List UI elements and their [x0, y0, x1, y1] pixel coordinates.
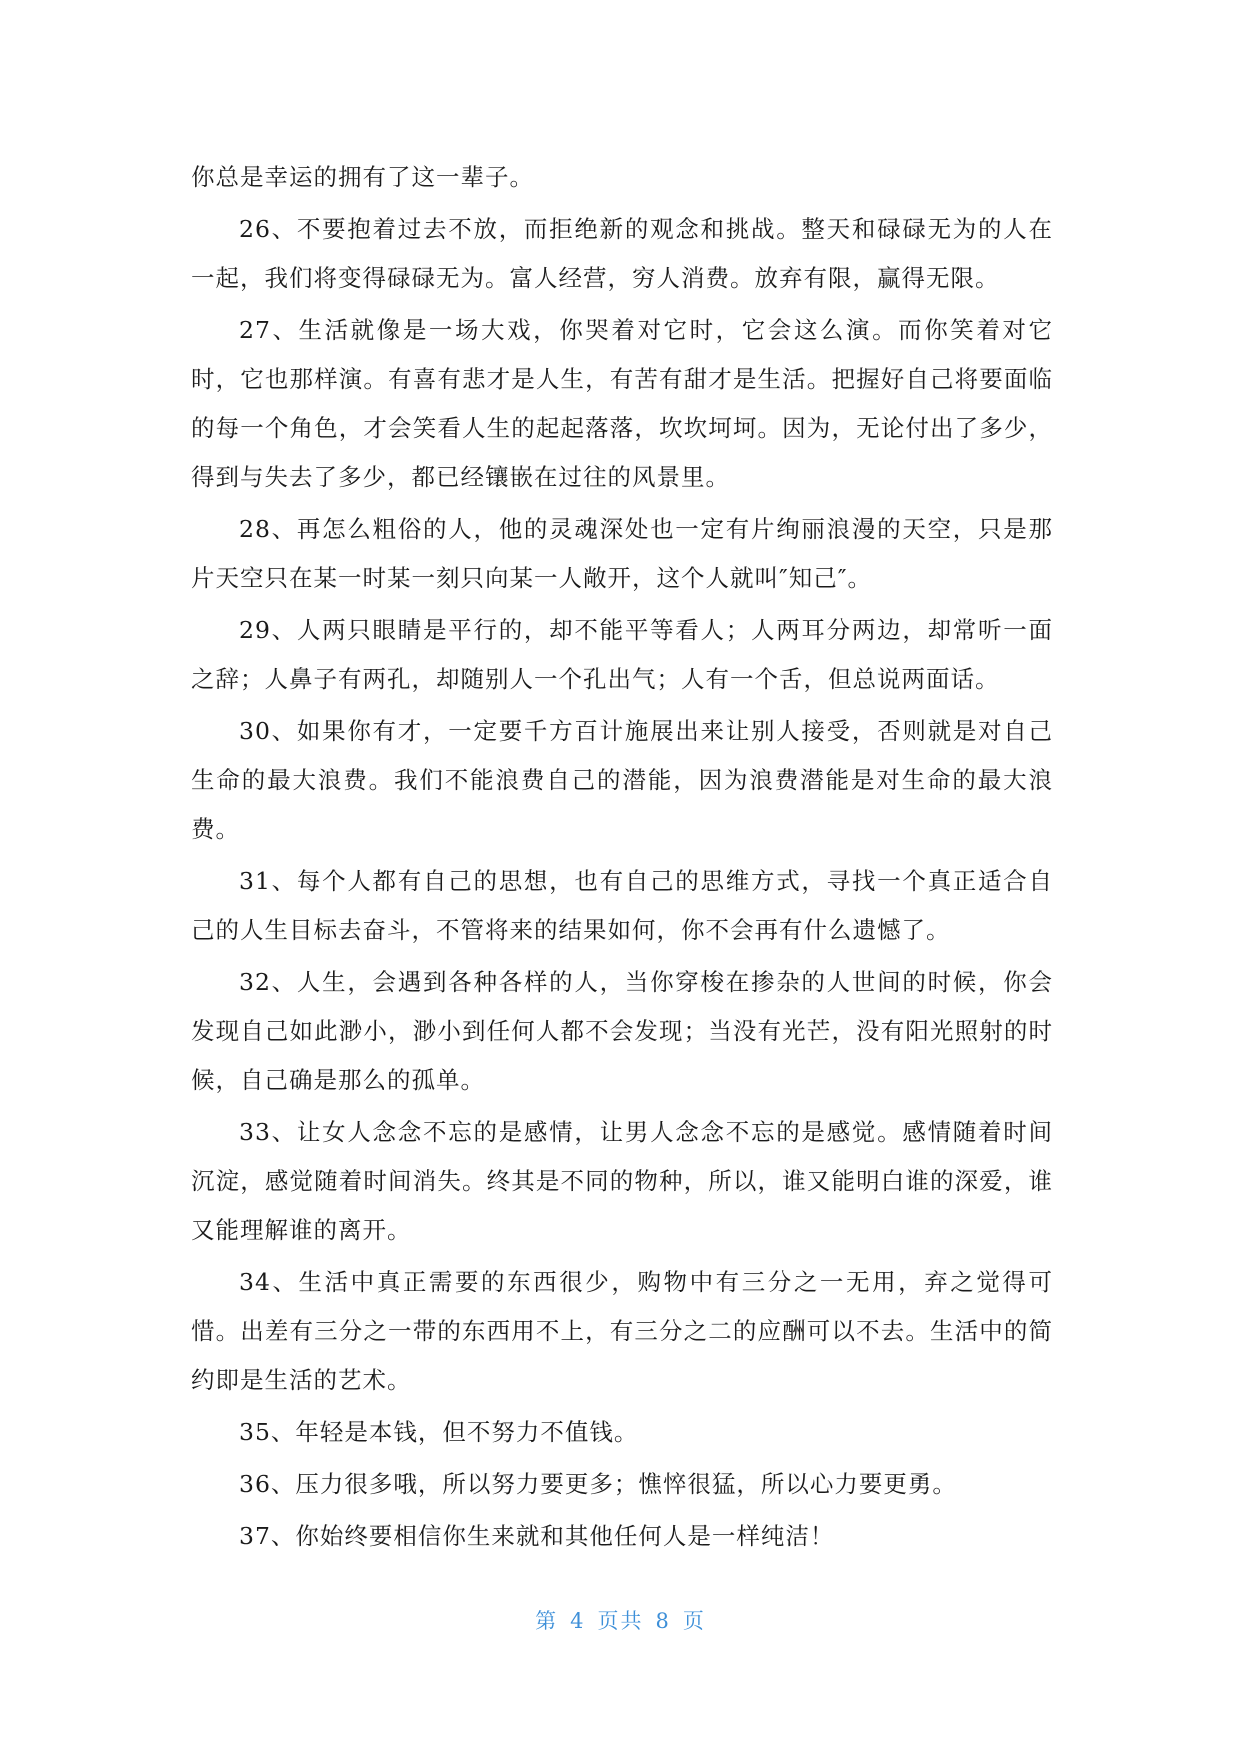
paragraph-36: 36、压力很多哦，所以努力要更多；憔悴很猛，所以心力要更勇。 — [239, 1470, 957, 1498]
paragraph-31: 31、每个人都有自己的思想，也有自己的思维方式，寻找一个真正适合自己的人生目标去奋斗，不管将来的结果如何，你不会再有什么遗憾了。 — [191, 867, 1053, 944]
paragraph-37: 37、你始终要相信你生来就和其他任何人是一样纯洁！ — [239, 1522, 835, 1550]
document-body — [191, 153, 1053, 1564]
footer-total-pages: 8 — [655, 1609, 671, 1633]
paragraph-30: 30、如果你有才，一定要千方百计施展出来让别人接受，否则就是对自己生命的最大浪费。我们不能浪费自己的潜能，因为浪费潜能是对生命的最大浪费。 — [191, 717, 1053, 843]
paragraph-continuation: 你总是幸运的拥有了这一辈子。 — [191, 163, 534, 191]
footer-current-page: 4 — [570, 1609, 586, 1633]
paragraph-29: 29、人两只眼睛是平行的，却不能平等看人；人两耳分两边，却常听一面之辞；人鼻子有两孔，却随别人一个孔出气；人有一个舌，但总说两面话。 — [191, 616, 1053, 693]
paragraph-33: 33、让女人念念不忘的是感情，让男人念念不忘的是感觉。感情随着时间沉淀，感觉随着时间消失。终其是不同的物种，所以，谁又能明白谁的深爱，谁又能理解谁的离开。 — [191, 1118, 1053, 1244]
paragraph-35: 35、年轻是本钱，但不努力不值钱。 — [239, 1418, 639, 1446]
paragraph-34: 34、生活中真正需要的东西很少，购物中有三分之一无用，弃之觉得可惜。出差有三分之一带的东西用不上，有三分之二的应酬可以不去。生活中的简约即是生活的艺术。 — [191, 1268, 1053, 1394]
footer-label-page: 第 — [535, 1609, 559, 1633]
page-footer — [0, 1605, 1241, 1635]
paragraph-27: 27、生活就像是一场大戏，你哭着对它时，它会这么演。而你笑着对它时，它也那样演。有喜有悲才是人生，有苦有甜才是生活。把握好自己将要面临的每一个角色，才会笑看人生的起起落落，坎坎坷坷。因为，无论付出了多少，得到与失去了多少，都已经镶嵌在过往的风景里。 — [191, 316, 1053, 491]
footer-label-of: 页共 — [597, 1609, 644, 1633]
footer-label-end: 页 — [682, 1609, 706, 1633]
paragraph-28: 28、再怎么粗俗的人，他的灵魂深处也一定有片绚丽浪漫的天空，只是那片天空只在某一时某一刻只向某一人敞开，这个人就叫″知己″。 — [191, 515, 1053, 592]
paragraph-32: 32、人生，会遇到各种各样的人，当你穿梭在掺杂的人世间的时候，你会发现自己如此渺小，渺小到任何人都不会发现；当没有光芒，没有阳光照射的时候，自己确是那么的孤单。 — [191, 968, 1053, 1094]
paragraph-26: 26、不要抱着过去不放，而拒绝新的观念和挑战。整天和碌碌无为的人在一起，我们将变得碌碌无为。富人经营，穷人消费。放弃有限，赢得无限。 — [191, 215, 1053, 292]
